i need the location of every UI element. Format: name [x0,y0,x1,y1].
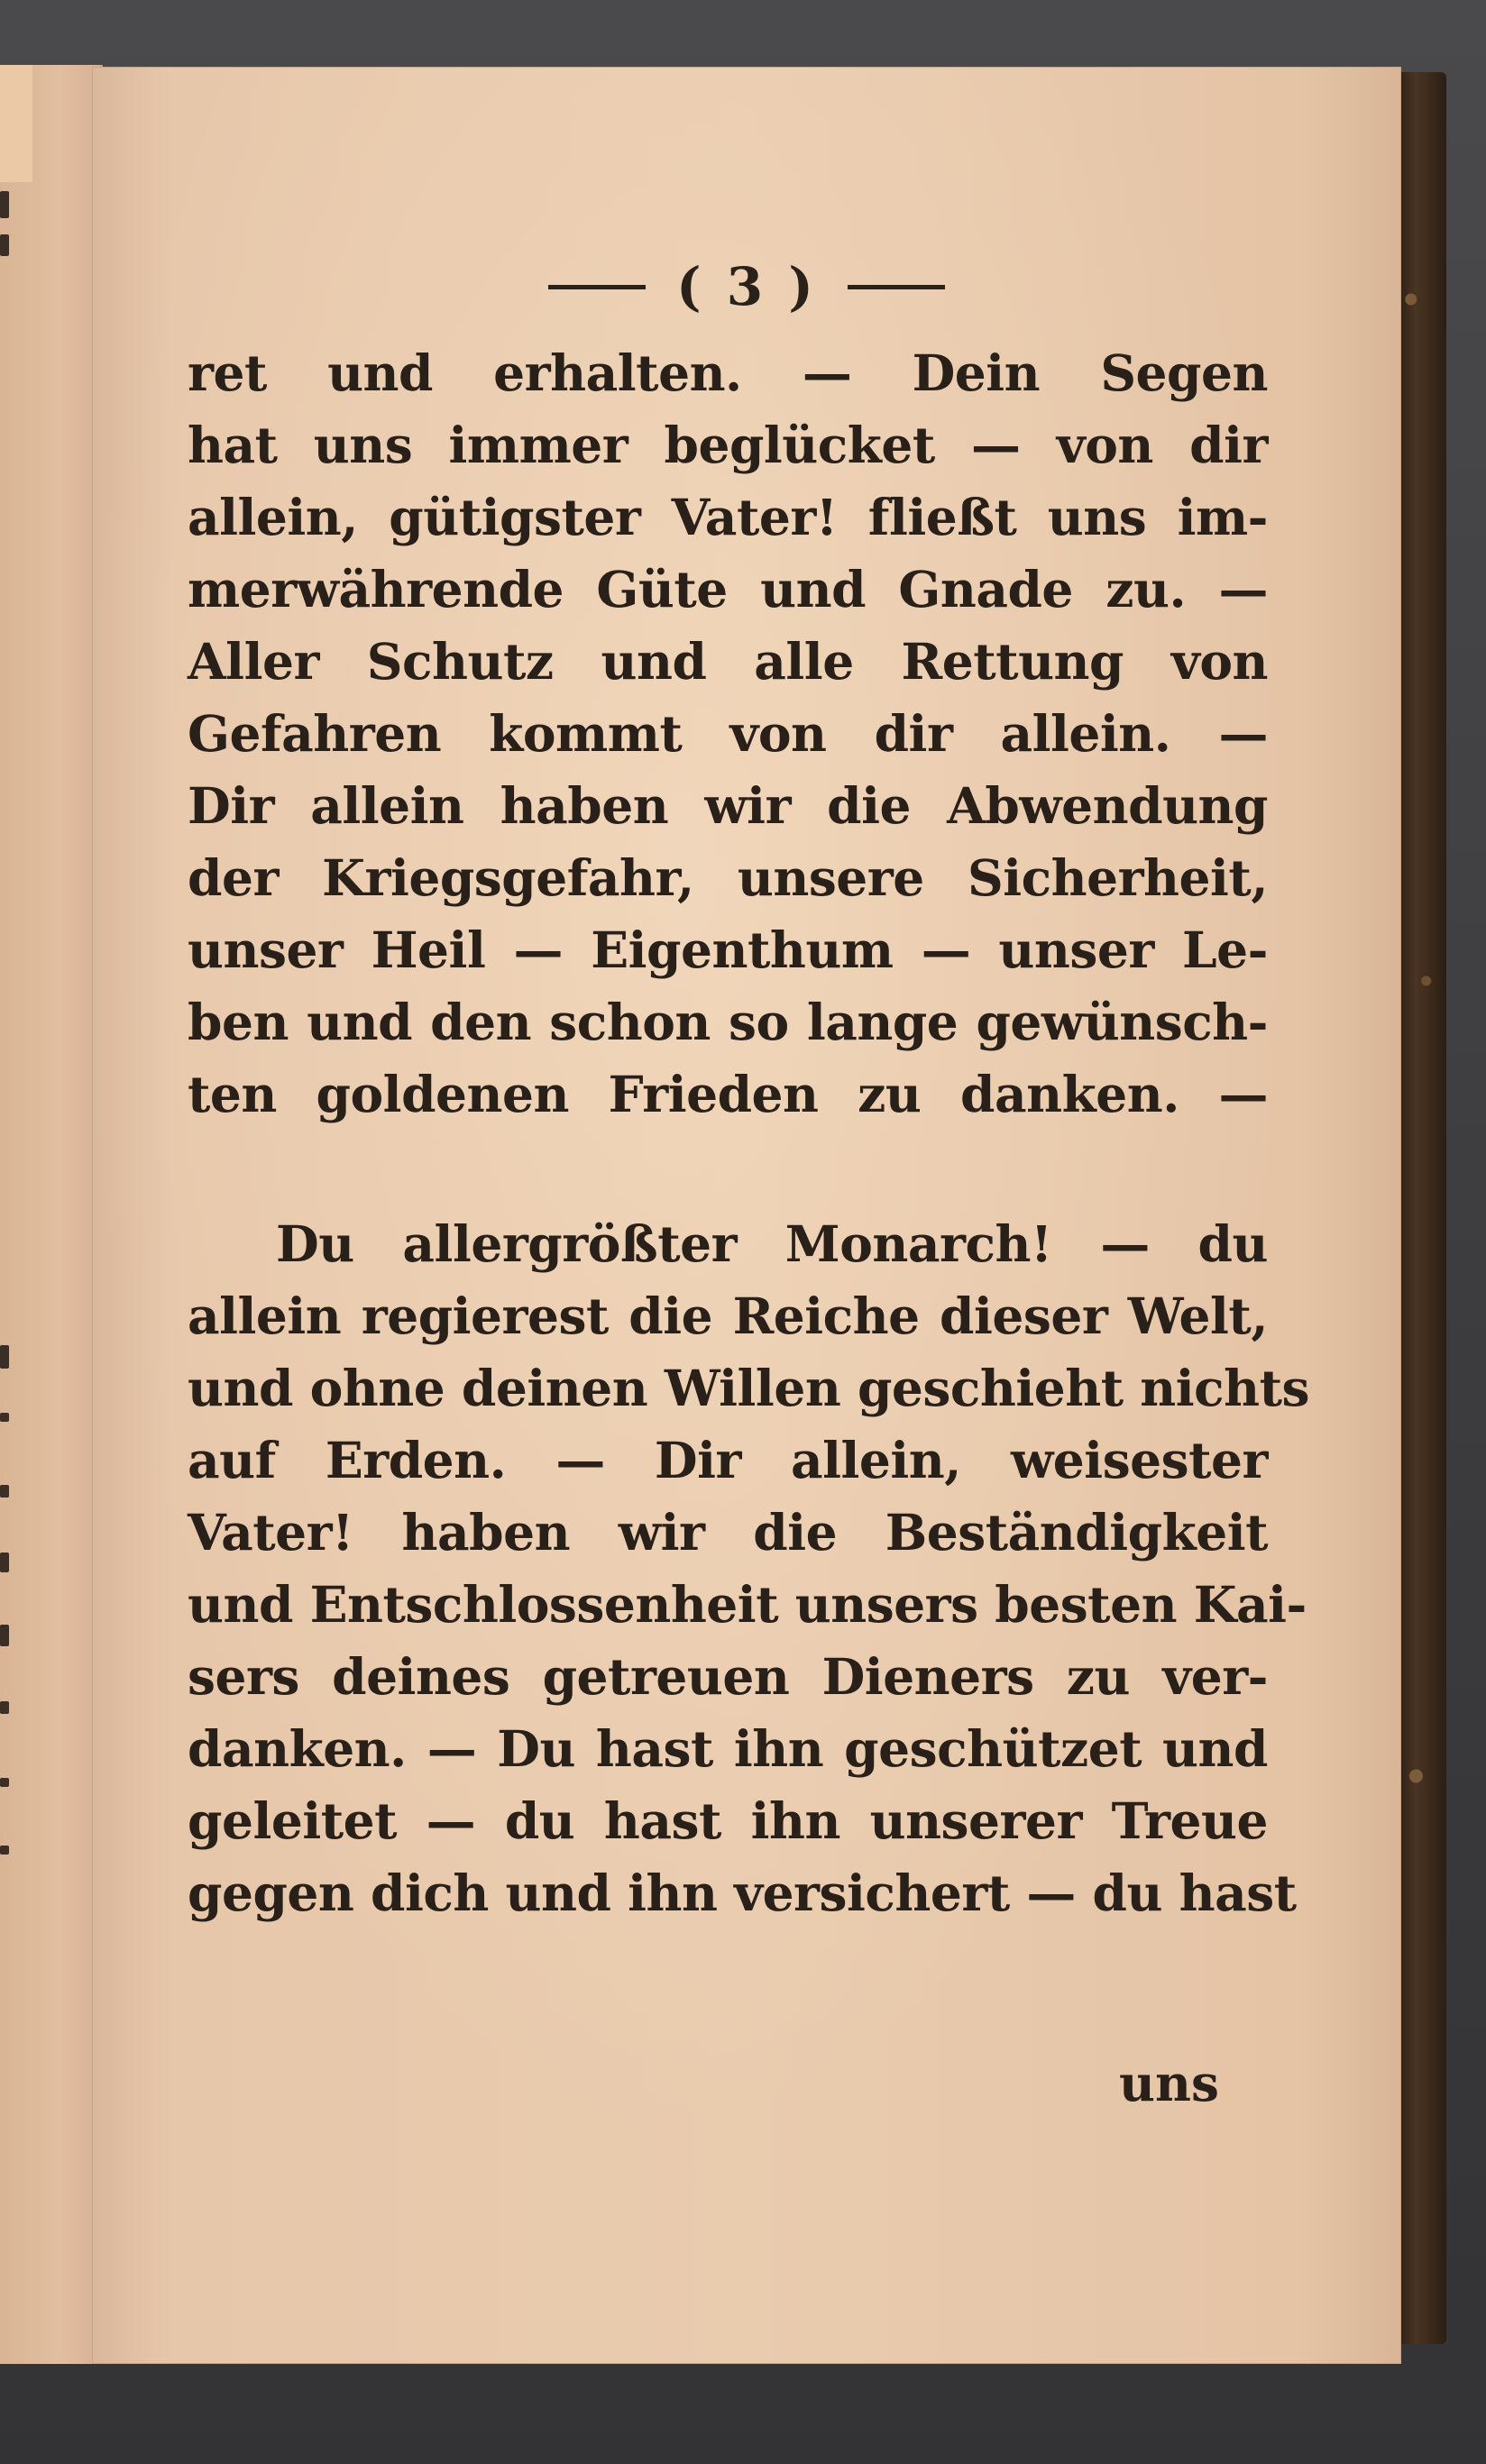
text-line: unser Heil — Eigenthum — unser Le- [188,921,1268,979]
text-line: ben und den schon so lange gewünsch- [188,993,1268,1051]
running-head [92,256,1401,317]
text-line: allein regierest die Reiche dieser Welt, [188,1287,1268,1345]
head-rule-right [848,285,945,289]
paragraph [188,1208,1309,1929]
text-block [188,337,1309,1929]
text-line: ten goldenen Frieden zu danken. — [188,1065,1268,1123]
page-number: ( 3 ) [676,256,817,317]
text-line: sers deines getreuen Dieners zu ver- [188,1647,1268,1706]
text-line: ret und erhalten. — Dein Segen [188,343,1268,402]
text-line: Gefahren kommt von dir allein. — [188,704,1268,763]
text-line: Vater! haben wir die Beständigkeit [188,1503,1268,1562]
text-line: auf Erden. — Dir allein, weisester [188,1431,1268,1489]
previous-page-bleed-marks [0,65,101,2364]
head-rule-left [548,285,646,289]
text-line: allein, gütigster Vater! fließt uns im- [188,488,1268,546]
paragraph-gap [188,1131,1268,1208]
text-line: Dir allein haben wir die Abwendung [188,776,1268,835]
text-line: und ohne deinen Willen geschieht nichts [188,1359,1309,1417]
catchword: uns [1119,2054,1219,2112]
book-cover-edge [1396,72,1446,2344]
text-line: merwährende Güte und Gnade zu. — [188,560,1268,618]
text-line: gegen dich und ihn versichert — du hast [188,1864,1297,1922]
text-line: Du allergrößter Monarch! — du [276,1214,1268,1273]
text-line: der Kriegsgefahr, unsere Sicherheit, [188,848,1268,907]
book-page [92,67,1401,2364]
text-line: hat uns immer beglücket — von dir [188,416,1268,474]
text-line: Aller Schutz und alle Rettung von [188,632,1268,691]
text-line: geleitet — du hast ihn unserer Treue [188,1791,1268,1850]
text-line: und Entschlossenheit unsers besten Kai- [188,1575,1307,1634]
paragraph [188,337,1268,1131]
text-line: danken. — Du hast ihn geschützet und [188,1719,1268,1778]
